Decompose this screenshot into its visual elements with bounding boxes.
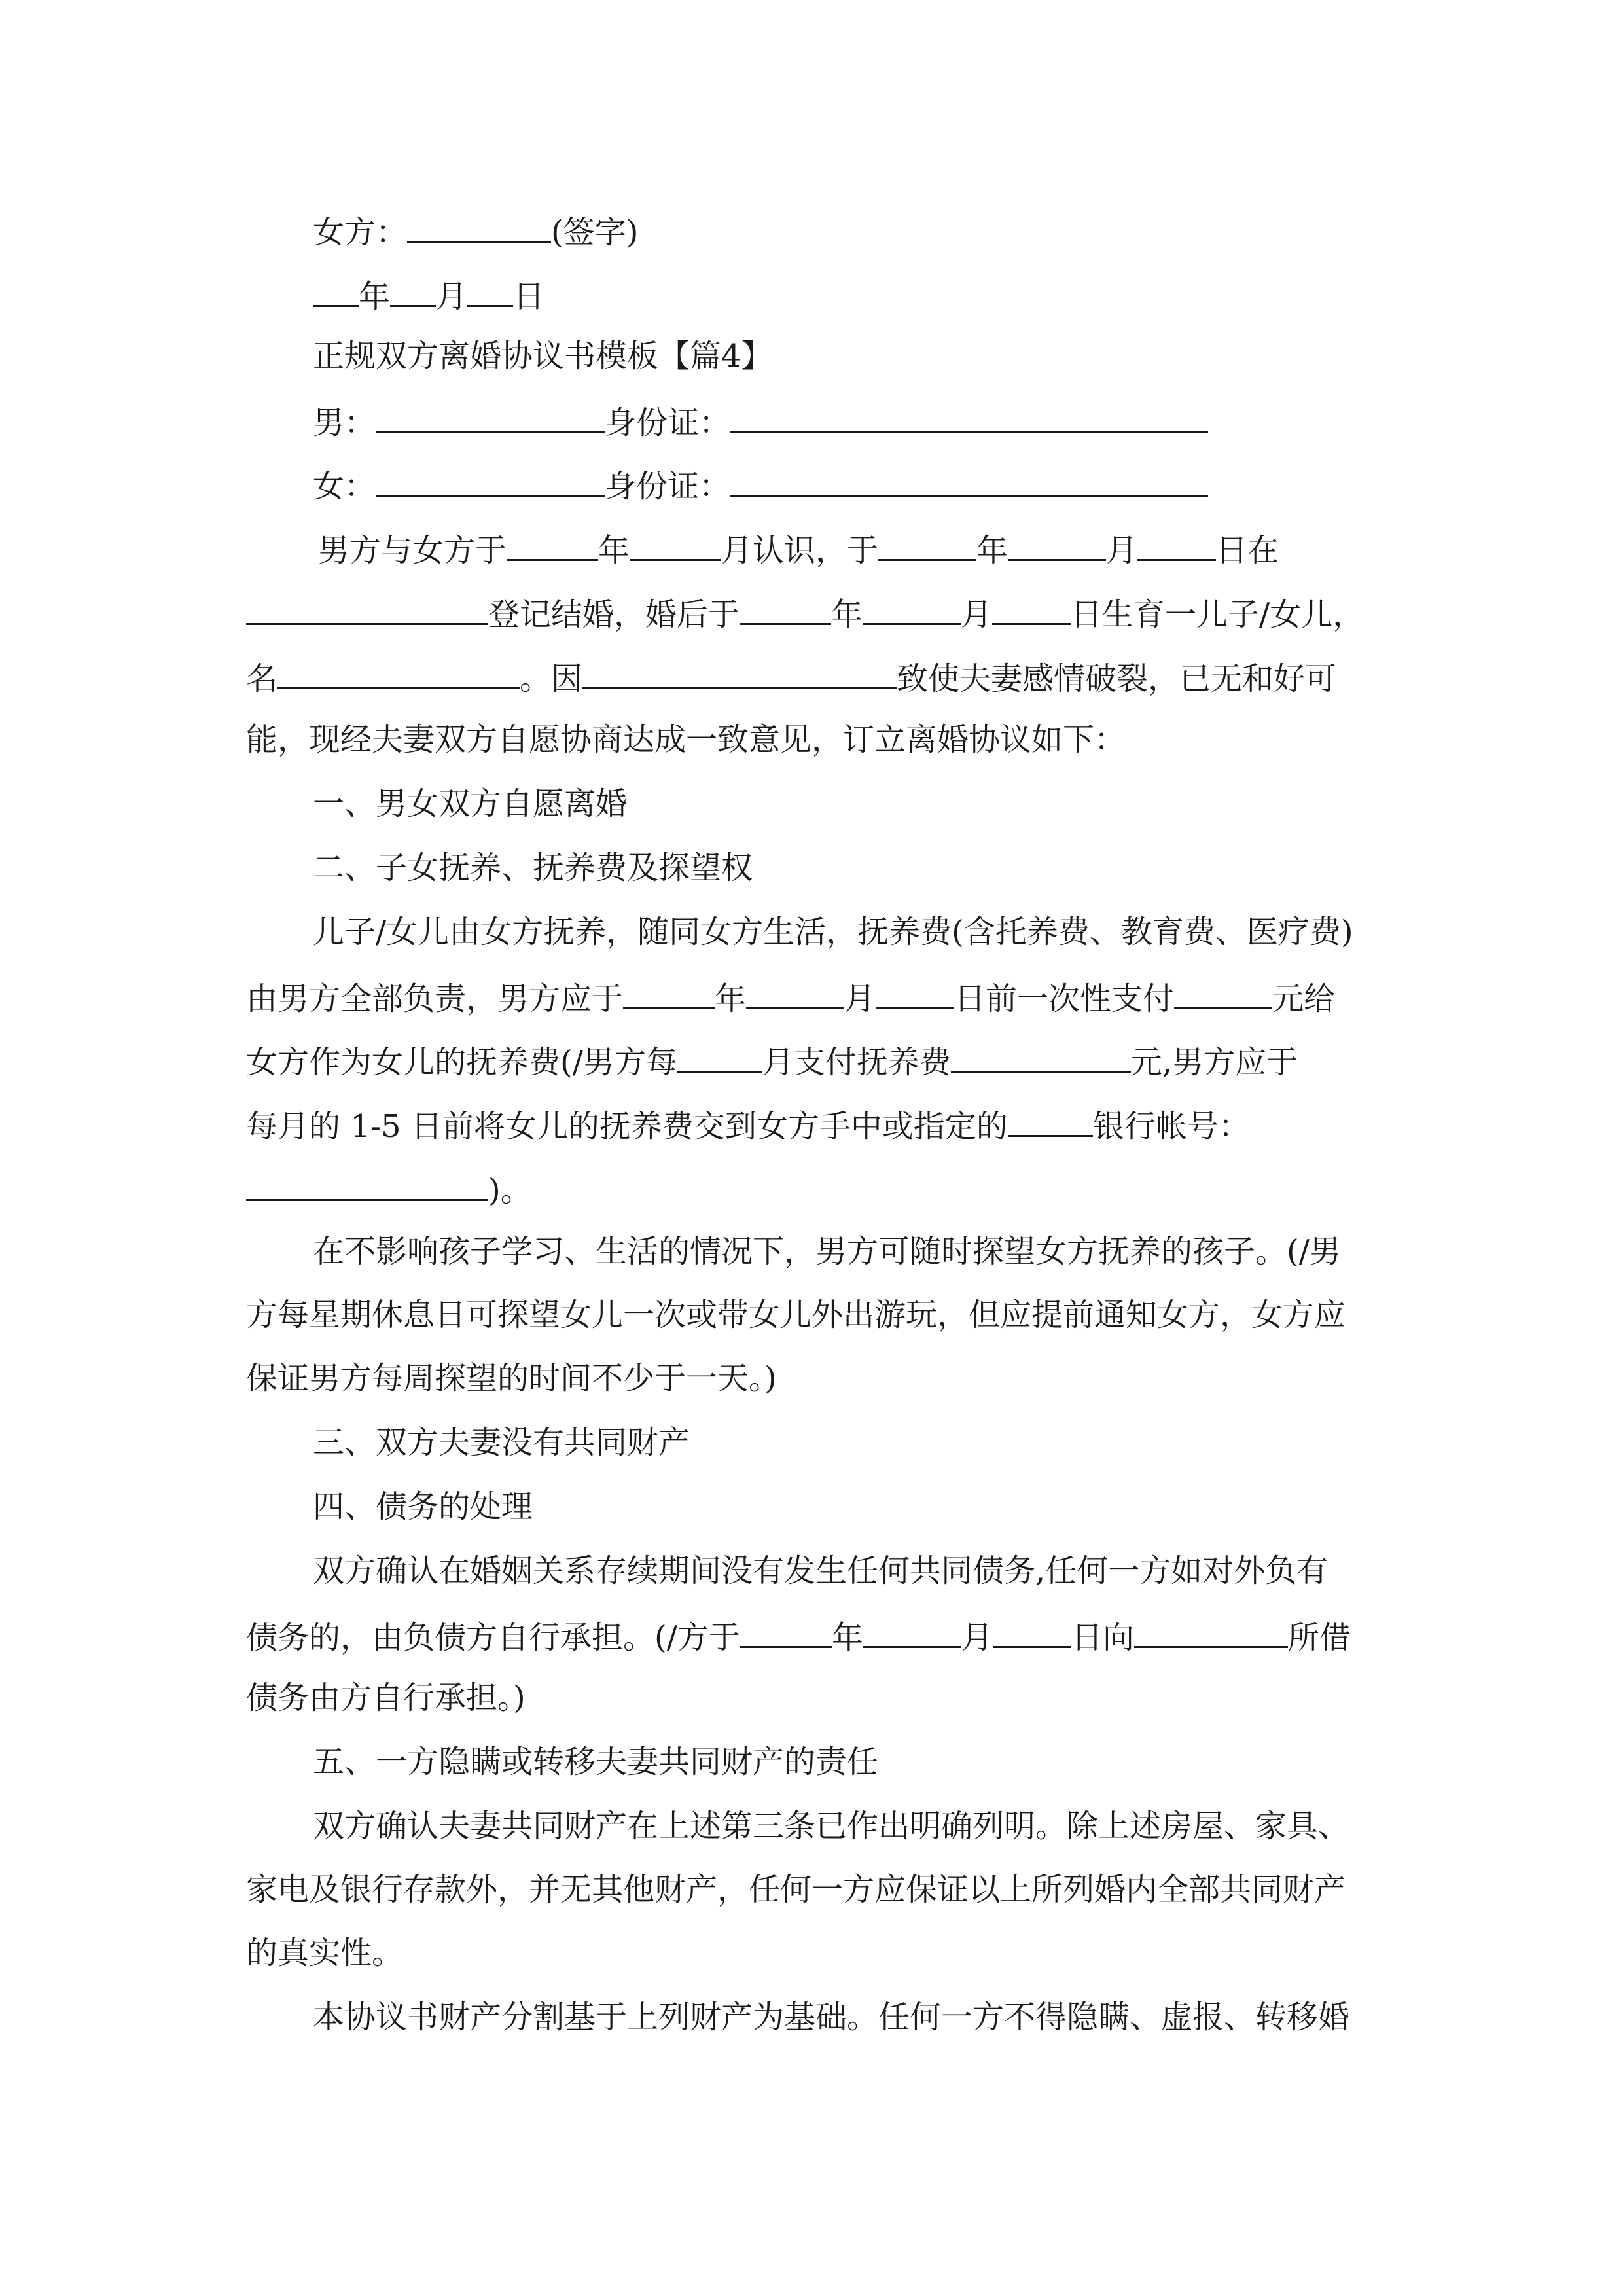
blank	[740, 1619, 832, 1648]
paragraph-line: 登记结婚，婚后于 年 月 日生育一儿子/女儿，	[246, 596, 1364, 630]
clause-heading: 一、男女双方自愿离婚	[313, 785, 628, 822]
blank	[507, 531, 598, 561]
section-title: 正规双方离婚协议书模板【篇4】	[313, 338, 773, 374]
blank	[992, 596, 1071, 625]
blank	[277, 660, 520, 689]
paragraph-line: 由男方全部负责，男方应于 年 月 日前一次性支付 元给	[246, 980, 1336, 1017]
clause-heading: 五、一方隐瞒或转移夫妻共同财产的责任	[313, 1744, 879, 1780]
blank	[1134, 1619, 1288, 1648]
female-name-blank	[376, 467, 605, 497]
clause-heading: 二、子女抚养、抚养费及探望权	[313, 850, 753, 886]
blank	[740, 596, 831, 625]
paragraph-line: 方每星期休息日可探望女儿一次或带女儿外出游玩，但应提前通知女方，女方应	[246, 1297, 1346, 1333]
paragraph-line: )。	[246, 1172, 532, 1206]
paragraph-line: 儿子/女儿由女方抚养，随同女方生活，抚养费(含托养费、教育费、医疗费)	[313, 914, 1353, 950]
paragraph-line: 本协议书财产分割基于上列财产为基础。任何一方不得隐瞒、虚报、转移婚	[313, 1999, 1350, 2036]
blank	[1008, 531, 1106, 561]
month-blank	[390, 278, 436, 307]
female-id-blank	[730, 467, 1208, 497]
clause-heading: 四、债务的处理	[313, 1488, 533, 1525]
signature-blank	[407, 213, 551, 243]
female-info-line: 女： 身份证：	[313, 467, 1208, 502]
blank	[876, 980, 954, 1009]
blank	[863, 596, 961, 625]
year-blank	[313, 278, 359, 307]
blank	[1008, 1107, 1093, 1137]
male-info-line: 男： 身份证：	[313, 404, 1208, 439]
paragraph-line: 女方作为女儿的抚养费(/男方每 月支付抚养费 元,男方应于	[246, 1044, 1298, 1081]
blank	[993, 1619, 1071, 1648]
blank	[630, 531, 721, 561]
paragraph-line: 能，现经夫妻双方自愿协商达成一致意见，订立离婚协议如下：	[246, 721, 1126, 758]
male-name-blank	[376, 404, 605, 433]
male-id-blank	[730, 404, 1208, 433]
date-line: 年 月 日	[313, 278, 544, 312]
paragraph-line: 双方确认在婚姻关系存续期间没有发生任何共同债务,任何一方如对外负有	[313, 1552, 1329, 1589]
blank	[582, 660, 897, 689]
blank	[878, 531, 976, 561]
bank-account-blank	[246, 1172, 488, 1201]
day-blank	[467, 278, 513, 307]
paragraph-line: 男方与女方于 年 月认识，于 年 月 日在	[318, 532, 1279, 569]
paragraph-line: 的真实性。	[246, 1935, 404, 1971]
blank	[677, 1043, 762, 1073]
paragraph-line: 债务的，由负债方自行承担。(/方于 年 月 日向 所借	[246, 1619, 1351, 1656]
blank	[951, 1043, 1131, 1073]
paragraph-line: 每月的 1-5 日前将女儿的抚养费交到女方手中或指定的 银行帐号：	[246, 1108, 1250, 1145]
paragraph-line: 家电及银行存款外，并无其他财产，任何一方应保证以上所列婚内全部共同财产	[246, 1871, 1346, 1908]
blank	[623, 980, 715, 1009]
paragraph-line: 债务由方自行承担。)	[246, 1679, 526, 1716]
clause-heading: 三、双方夫妻没有共同财产	[313, 1424, 690, 1461]
paragraph-line: 双方确认夫妻共同财产在上述第三条已作出明确列明。除上述房屋、家具、	[313, 1808, 1350, 1844]
blank	[246, 596, 488, 625]
paragraph-line: 保证男方每周探望的时间不少于一天。)	[246, 1360, 777, 1397]
paragraph-line: 名 。因 致使夫妻感情破裂，已无和好可	[246, 660, 1337, 697]
blank	[746, 980, 844, 1009]
signature-line-female: 女方： (签字)	[313, 214, 639, 251]
blank	[1137, 531, 1216, 561]
blank	[863, 1619, 961, 1648]
paragraph-line: 在不影响孩子学习、生活的情况下，男方可随时探望女方抚养的孩子。(/男	[313, 1233, 1341, 1270]
blank	[1174, 980, 1272, 1009]
